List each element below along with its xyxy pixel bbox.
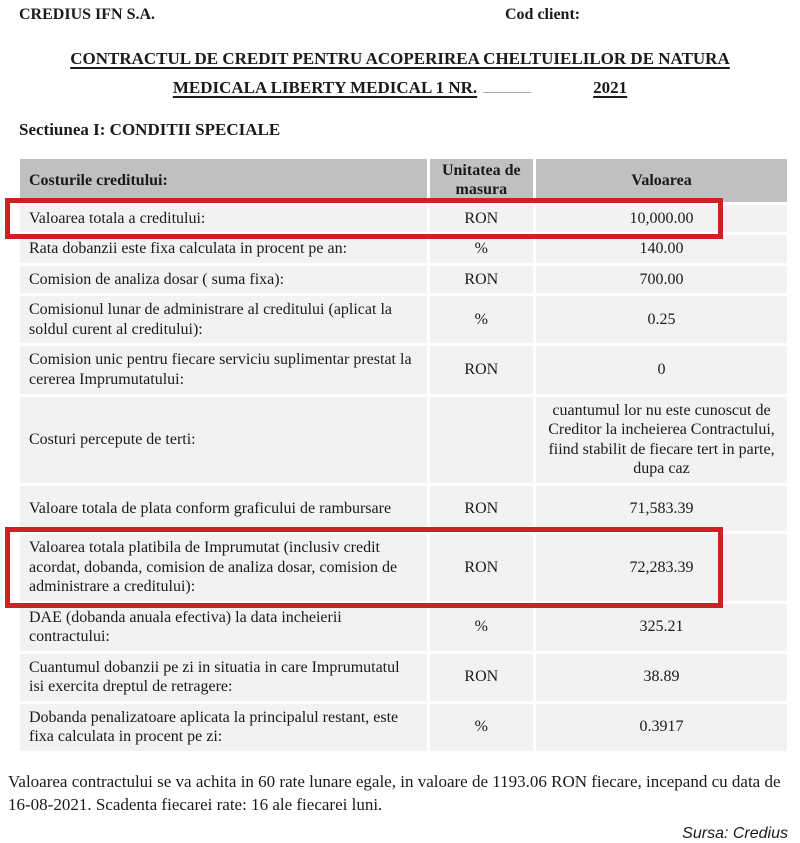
credit-costs-table bbox=[17, 156, 790, 754]
table-row-comision-lunar bbox=[20, 296, 787, 343]
contract-title bbox=[0, 48, 800, 100]
row-unit: RON bbox=[430, 205, 533, 233]
row-value: cuantumul lor nu este cunoscut de Creditor la incheierea Contractului, fiind stabilit de fiecare tert in parte, dupa caz bbox=[536, 397, 787, 483]
row-unit: RON bbox=[430, 266, 533, 294]
document-header bbox=[0, 0, 800, 30]
row-label: Cuantumul dobanzii pe zi in situatia in care Imprumutatul isi exercita dreptul de retragere: bbox=[20, 654, 427, 701]
row-unit: % bbox=[430, 296, 533, 343]
row-label: Valoare totala de plata conform graficului de rambursare bbox=[20, 486, 427, 532]
table-row-valoarea-platibila bbox=[20, 534, 787, 601]
title-line-1: CONTRACTUL DE CREDIT PENTRU ACOPERIREA CHELTUIELILOR DE NATURA bbox=[70, 49, 730, 68]
column-header-value: Valoarea bbox=[536, 159, 787, 202]
row-unit: RON bbox=[430, 534, 533, 601]
table-header-row bbox=[20, 159, 787, 202]
row-label: Costuri percepute de terti: bbox=[20, 397, 427, 483]
title-year: 2021 bbox=[593, 77, 628, 97]
column-header-costs: Costurile creditului: bbox=[20, 159, 427, 202]
table-row-rata-dobanzii bbox=[20, 235, 787, 263]
row-unit: RON bbox=[430, 486, 533, 532]
row-value: 38.89 bbox=[536, 654, 787, 701]
row-value: 140.00 bbox=[536, 235, 787, 263]
column-header-unit: Unitatea de masura bbox=[430, 159, 533, 202]
row-unit: % bbox=[430, 604, 533, 651]
row-label: Comisionul lunar de administrare al creditului (aplicat la soldul curent al creditului): bbox=[20, 296, 427, 343]
title-line-2-text: MEDICALA LIBERTY MEDICAL 1 NR. bbox=[172, 77, 478, 97]
cod-client-label: Cod client: bbox=[505, 6, 581, 23]
table-row-cuantumul-dobanzii bbox=[20, 654, 787, 701]
row-label: DAE (dobanda anuala efectiva) la data incheierii contractului: bbox=[20, 604, 427, 651]
row-label: Comision unic pentru fiecare serviciu suplimentar prestat la cererea Imprumutatului: bbox=[20, 346, 427, 393]
table-row-valoarea-totala bbox=[20, 205, 787, 233]
company-name: CREDIUS IFN S.A. bbox=[19, 6, 156, 23]
row-value: 0.25 bbox=[536, 296, 787, 343]
row-unit bbox=[430, 397, 533, 483]
table-row-dae bbox=[20, 604, 787, 651]
table-row-valoare-plata bbox=[20, 486, 787, 532]
row-value: 0.3917 bbox=[536, 704, 787, 751]
row-unit: % bbox=[430, 704, 533, 751]
blank-gap bbox=[531, 73, 593, 93]
row-value: 325.21 bbox=[536, 604, 787, 651]
row-value: 71,583.39 bbox=[536, 486, 787, 532]
table-row-comision-analiza bbox=[20, 266, 787, 294]
row-label: Dobanda penalizatoare aplicata la principalul restant, este fixa calculata in procent pe zi: bbox=[20, 704, 427, 751]
row-value: 700.00 bbox=[536, 266, 787, 294]
row-unit: RON bbox=[430, 346, 533, 393]
table-row-comision-unic bbox=[20, 346, 787, 393]
row-label: Valoarea totala a creditului: bbox=[20, 205, 427, 233]
row-label: Comision de analiza dosar ( suma fixa): bbox=[20, 266, 427, 294]
blank-underline bbox=[483, 73, 531, 93]
row-label: Valoarea totala platibila de Imprumutat (inclusiv credit acordat, dobanda, comision de analiza dosar, comision de administrare a creditului): bbox=[20, 534, 427, 601]
row-unit: RON bbox=[430, 654, 533, 701]
table-row-dobanda-penalizatoare bbox=[20, 704, 787, 751]
row-value: 10,000.00 bbox=[536, 205, 787, 233]
title-line-2 bbox=[0, 73, 800, 100]
section-heading: Sectiunea I: CONDITII SPECIALE bbox=[19, 119, 281, 139]
row-value: 72,283.39 bbox=[536, 534, 787, 601]
source-attribution: Sursa: Credius bbox=[682, 824, 788, 842]
row-value: 0 bbox=[536, 346, 787, 393]
table-row-costuri-terti bbox=[20, 397, 787, 483]
payment-note: Valoarea contractului se va achita in 60 rate lunare egale, in valoare de 1193.06 RON fiecare, incepand cu data de 16-08-2021. Scadenta fiecarei rate: 16 ale fiecarei luni. bbox=[8, 771, 781, 814]
row-unit: % bbox=[430, 235, 533, 263]
row-label: Rata dobanzii este fixa calculata in procent pe an: bbox=[20, 235, 427, 263]
